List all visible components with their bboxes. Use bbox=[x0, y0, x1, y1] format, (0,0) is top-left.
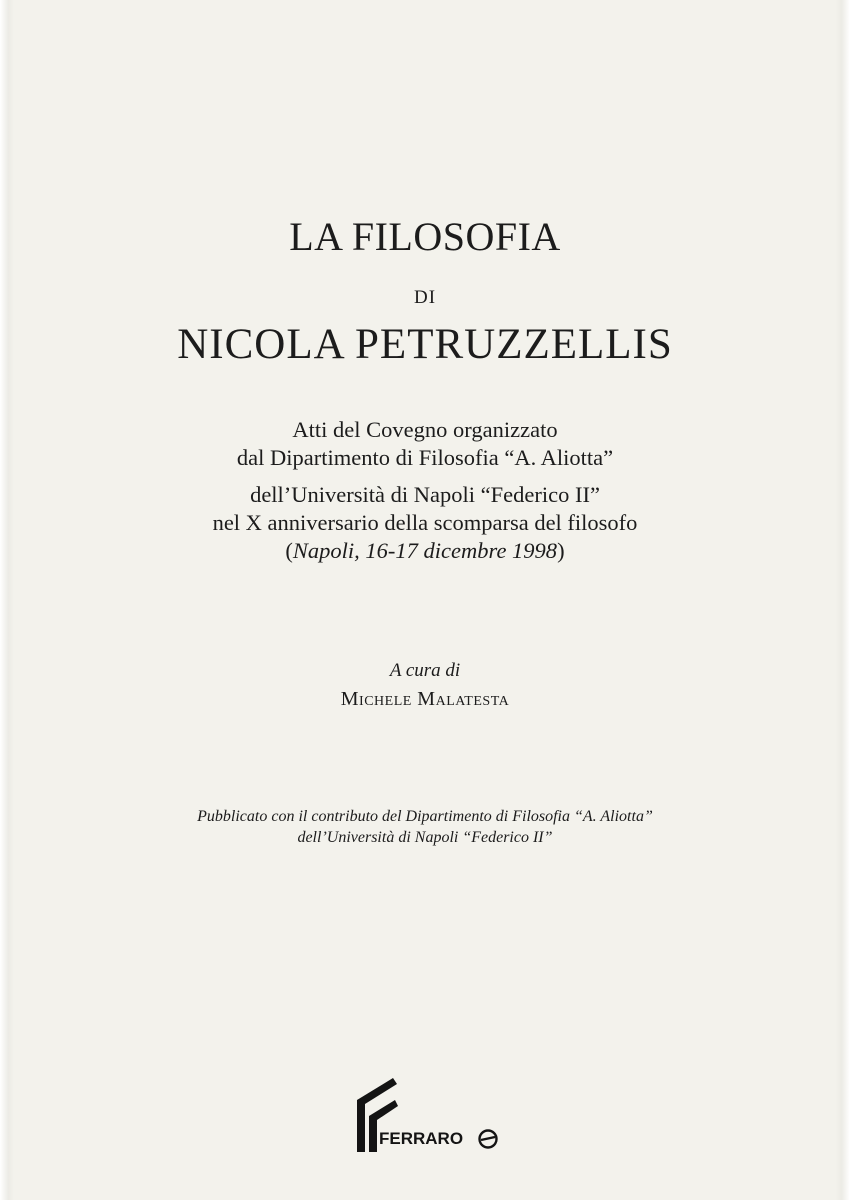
curator-name: Michele Malatesta bbox=[340, 688, 510, 710]
publisher-logo bbox=[353, 1076, 513, 1156]
subtitle-line-3: dell’Università di Napoli “Federico II” bbox=[250, 482, 600, 507]
title-line-2: NICOLA PETRUZZELLIS bbox=[177, 321, 673, 368]
event-place-date bbox=[0, 537, 850, 565]
publisher-e-mark-icon bbox=[477, 1128, 499, 1150]
subtitle-line-4: nel X anniversario della scomparsa del filosofo bbox=[212, 510, 638, 535]
title-connector: DI bbox=[413, 287, 437, 308]
publication-note-line-1: Pubblicato con il contributo del Dipartimento di Filosofia “A. Aliotta” bbox=[197, 808, 653, 825]
publication-note-line-2: dell’Università di Napoli “Federico II” bbox=[297, 829, 553, 846]
title-line-1: LA FILOSOFIA bbox=[289, 214, 561, 259]
curator-label: A cura di bbox=[389, 660, 461, 681]
subtitle-line-1: Atti del Covegno organizzato bbox=[292, 417, 558, 442]
publisher-name: FERRARO bbox=[379, 1129, 464, 1148]
open-paren: ( bbox=[285, 538, 293, 563]
subtitle-line-2: dal Dipartimento di Filosofia “A. Aliotta” bbox=[236, 445, 614, 470]
page-edge-left bbox=[0, 0, 14, 1200]
close-paren: ) bbox=[557, 538, 565, 563]
place-date: Napoli, 16-17 dicembre 1998 bbox=[292, 538, 558, 563]
page-edge-right bbox=[836, 0, 850, 1200]
